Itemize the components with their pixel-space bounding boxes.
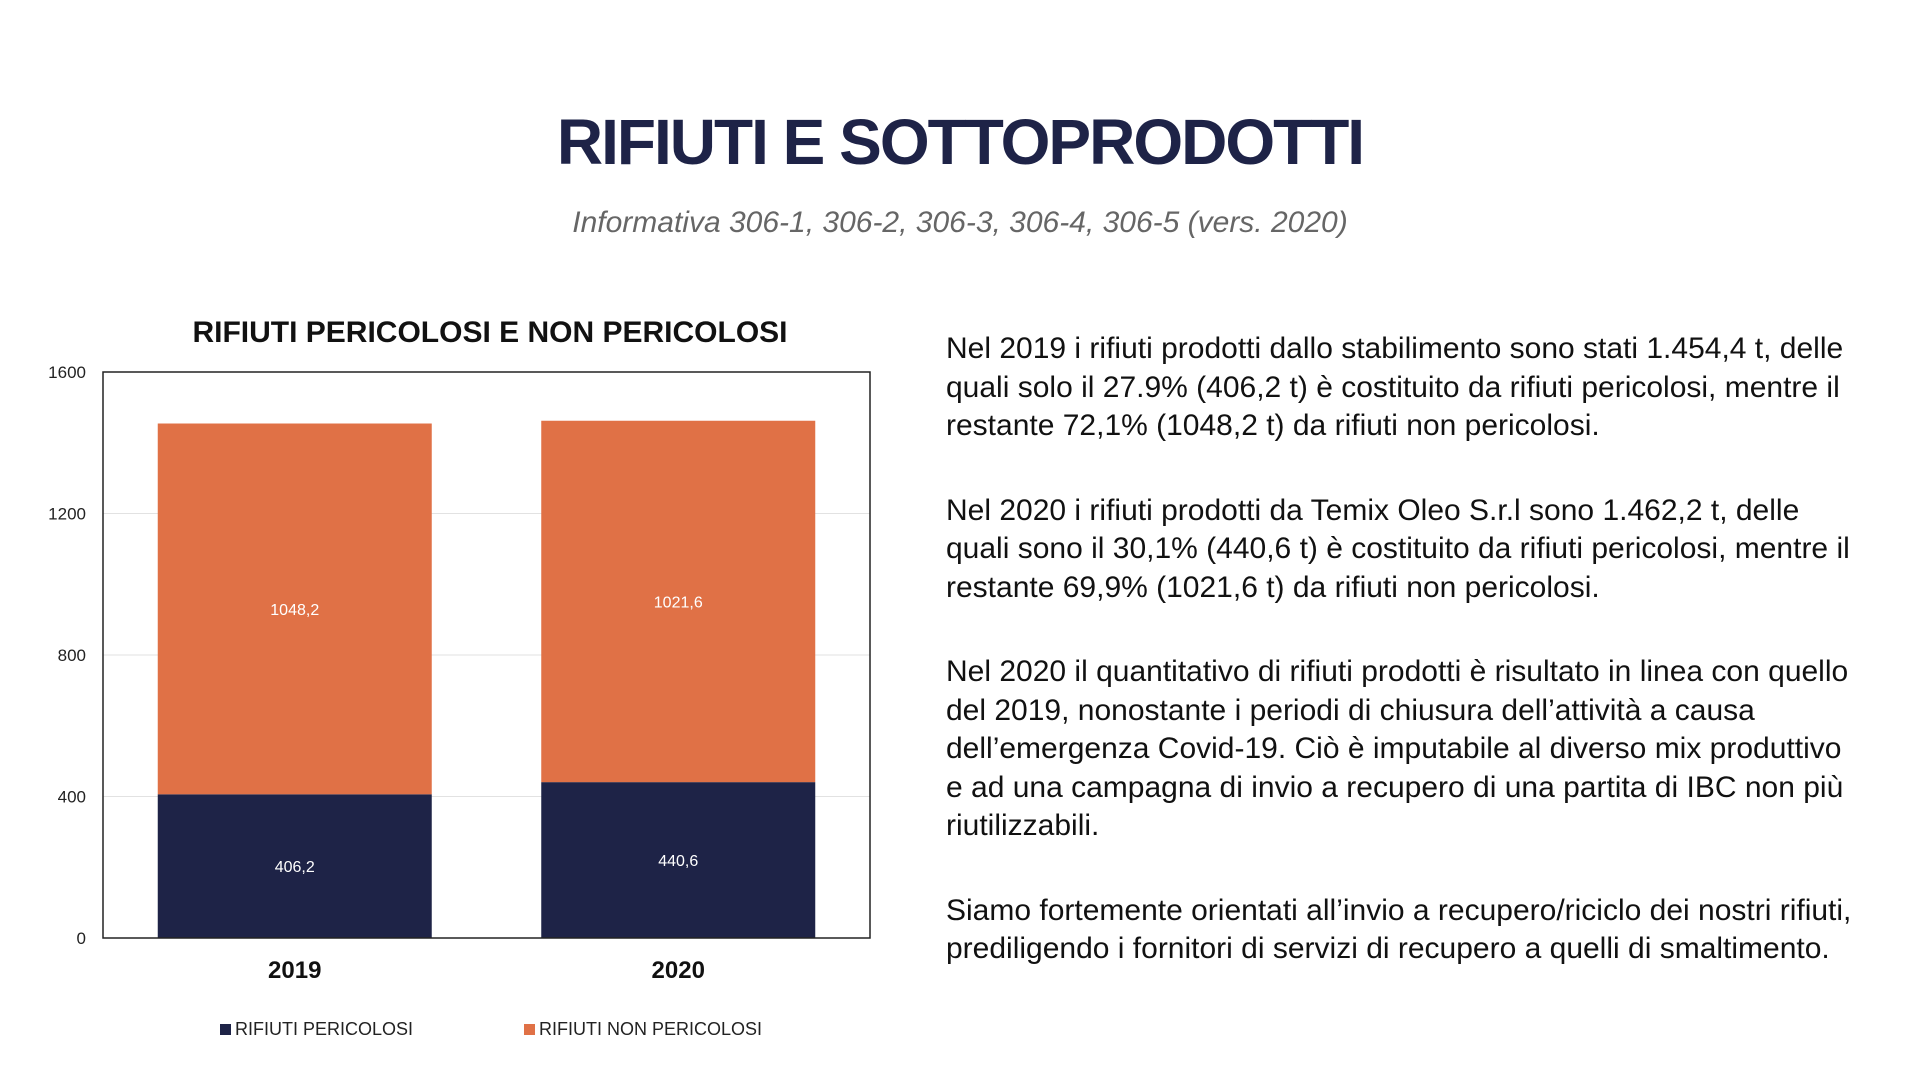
legend-swatch [524, 1024, 535, 1035]
data-label: 1048,2 [270, 601, 320, 619]
chart-canvas [0, 300, 930, 1080]
page-subtitle: Informativa 306-1, 306-2, 306-3, 306-4, 306-5 (vers. 2020) [572, 206, 1348, 239]
y-tick-label: 1600 [48, 363, 86, 382]
paragraph-2020: Nel 2020 i rifiuti prodotti da Temix Oleo S.r.l sono 1.462,2 t, delle quali sono il 30,1% (440,6 t) è costituito da rifiuti pericolosi, mentre il restante 69,9% (1021,6 t) da rifiuti non pericolosi. [946, 493, 1850, 604]
data-label: 1021,6 [653, 594, 703, 612]
page-title: RIFIUTI E SOTTOPRODOTTI [556, 106, 1364, 178]
description-text [946, 330, 1866, 1015]
paragraph-2019: Nel 2019 i rifiuti prodotti dallo stabilimento sono stati 1.454,4 t, delle quali solo il 27.9% (406,2 t) è costituito da rifiuti pericolosi, mentre il restante 72,1% (1048,2 t) da rifiuti non pericolosi. [946, 332, 1844, 442]
y-tick-label: 400 [57, 787, 86, 807]
legend-label: RIFIUTI NON PERICOLOSI [539, 1019, 763, 1039]
stacked-bar-chart [0, 300, 930, 1080]
legend-label: RIFIUTI PERICOLOSI [235, 1019, 414, 1039]
y-tick-label: 1200 [48, 504, 86, 524]
data-label: 406,2 [274, 859, 315, 877]
data-label: 440,6 [658, 853, 699, 871]
y-tick-label: 0 [76, 929, 86, 948]
x-tick-label: 2020 [651, 957, 705, 984]
y-tick-label: 800 [57, 646, 86, 665]
paragraph-recycling: Siamo fortemente orientati all’invio a recupero/riciclo dei nostri rifiuti, prediligendo i fornitori di servizi di recupero a quelli di smaltimento. [946, 893, 1852, 965]
chart-title: RIFIUTI PERICOLOSI E NON PERICOLOSI [192, 316, 788, 349]
legend-swatch [220, 1024, 231, 1035]
x-tick-label: 2019 [268, 957, 322, 984]
paragraph-comparison: Nel 2020 il quantitativo di rifiuti prodotti è risultato in linea con quello del 2019, nonostante i periodi di chiusura dell’attività a causa dell’emergenza Covid-19. Ciò è imputabile al diverso mix produttivo e ad una campagna di invio a recupero di una partita di IBC non più riutilizzabili. [946, 655, 1849, 842]
